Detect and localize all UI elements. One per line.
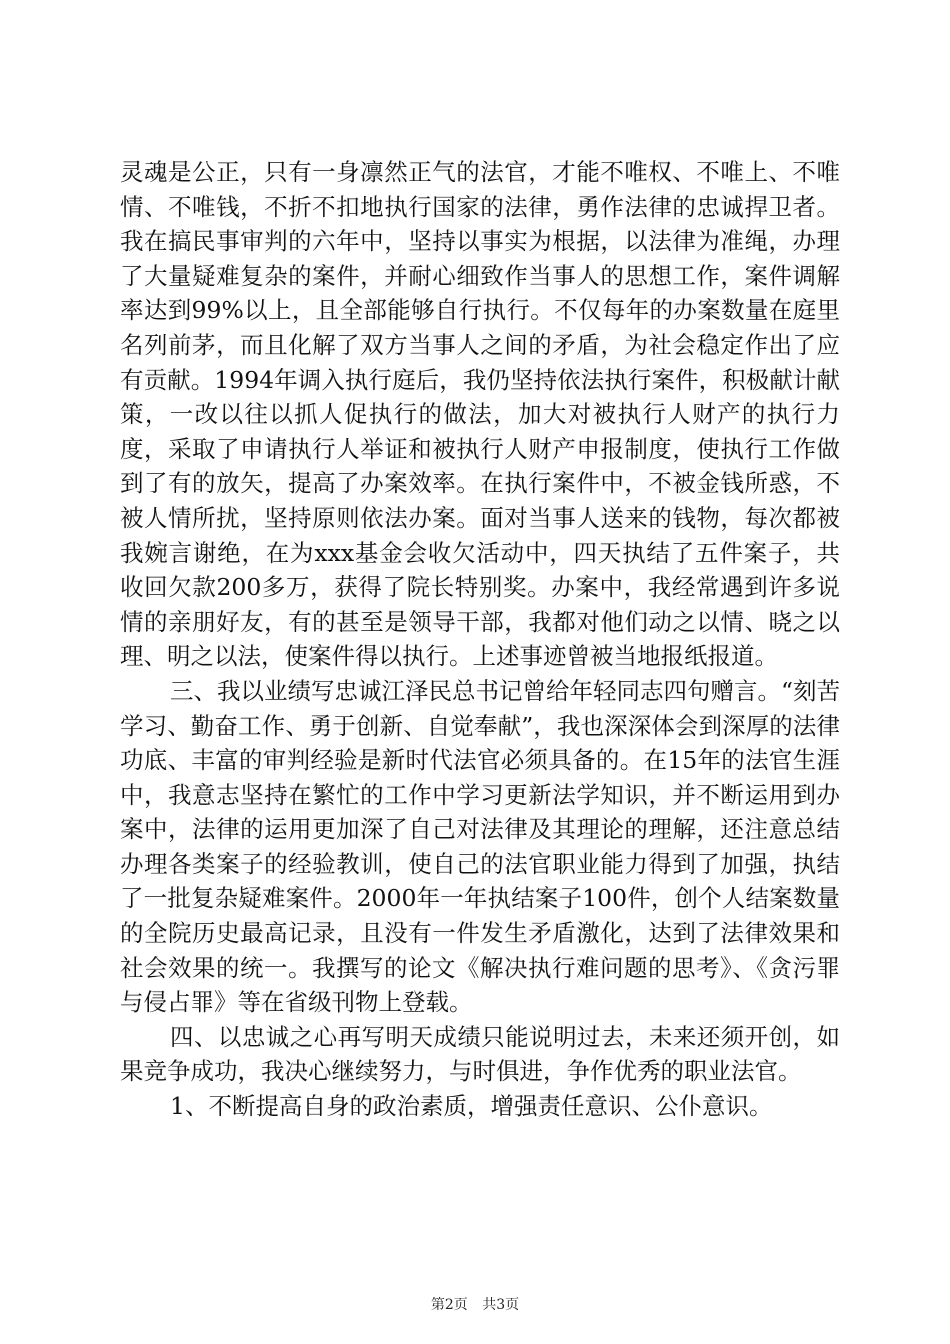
page-footer <box>0 1296 950 1314</box>
paragraph: 灵魂是公正，只有一身凛然正气的法官，才能不唯权、不唯上、不唯情、不唯钱，不折不扣地执行国家的法律，勇作法律的忠诚捍卫者。我在搞民事审判的六年中，坚持以事实为根据，以法律为准绳，办理了大量疑难复杂的案件，并耐心细致作当事人的思想工作，案件调解率达到99%以上，且全部能够自行执行。不仅每年的办案数量在庭里名列前茅，而且化解了双方当事人之间的矛盾，为社会稳定作出了应有贡献。1994年调入执行庭后，我仍坚持依法执行案件，积极献计献策，一改以往以抓人促执行的做法，加大对被执行人财产的执行力度，采取了申请执行人举证和被执行人财产申报制度，使执行工作做到了有的放矢，提高了办案效率。在执行案件中，不被金钱所惑，不被人情所扰，坚持原则依法办案。面对当事人送来的钱物，每次都被我婉言谢绝，在为xxx基金会收欠活动中，四天执结了五件案子，共收回欠款200多万，获得了院长特别奖。办案中，我经常遇到许多说情的亲朋好友，有的甚至是领导干部，我都对他们动之以情、晓之以理、明之以法，使案件得以执行。上述事迹曾被当地报纸报道。 <box>120 158 840 671</box>
document-body <box>120 155 840 1124</box>
paragraph: 三、我以业绩写忠诚江泽民总书记曾给年轻同志四句赠言。“刻苦学习、勤奋工作、勇于创新、自觉奉献”，我也深深体会到深厚的法律功底、丰富的审判经验是新时代法官必须具备的。在15年的法官生涯中，我意志坚持在繁忙的工作中学习更新法学知识，并不断运用到办案中，法律的运用更加深了自己对法律及其理论的理解，还注意总结办理各类案子的经验教训，使自己的法官职业能力得到了加强，执结了一批复杂疑难案件。2000年一年执结案子100件，创个人结案数量的全院历史最高记录，且没有一件发生矛盾激化，达到了法律效果和社会效果的统一。我撰写的论文《解决执行难问题的思考》、《贪污罪与侵占罪》等在省级刊物上登载。 <box>120 676 841 1017</box>
page-number: 第2页 <box>430 1297 468 1313</box>
paragraph: 四、以忠诚之心再写明天成绩只能说明过去，未来还须开创，如果竞争成功，我决心继续努力，与时俱进，争作优秀的职业法官。 <box>120 1022 840 1086</box>
paragraph: 1、不断提高自身的政治素质，增强责任意识、公仆意识。 <box>170 1092 773 1121</box>
page-total: 共3页 <box>482 1297 520 1313</box>
